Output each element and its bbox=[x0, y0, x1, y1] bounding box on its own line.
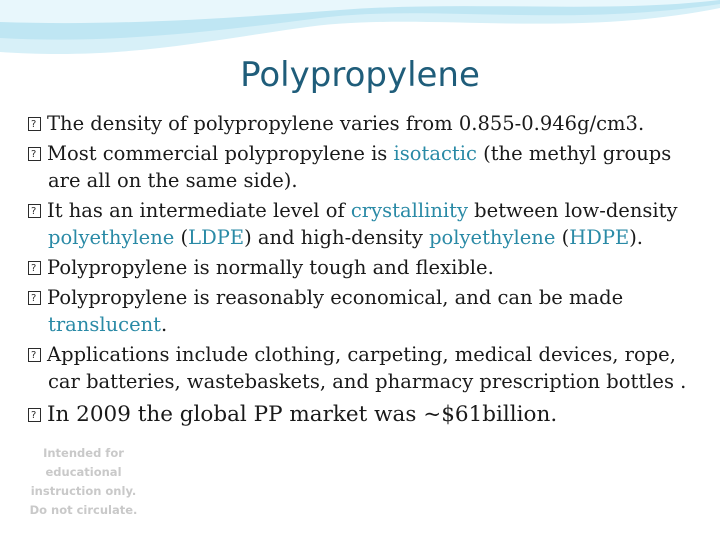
hyperlink-term[interactable]: HDPE bbox=[569, 226, 630, 249]
missing-glyph-bullet-icon bbox=[28, 291, 41, 305]
bullet-text: It has an intermediate level of bbox=[47, 199, 351, 222]
bullet-text: Polypropylene is reasonably economical, and can be made bbox=[47, 286, 624, 309]
hyperlink-term[interactable]: LDPE bbox=[188, 226, 245, 249]
missing-glyph-bullet-icon bbox=[28, 261, 41, 275]
bullet-text: (the methyl groups are all on the same side). bbox=[48, 142, 672, 192]
bullet-text: Most commercial polypropylene is bbox=[47, 142, 394, 165]
bullet-text: . bbox=[161, 313, 168, 336]
missing-glyph-bullet-icon bbox=[28, 348, 41, 362]
bullet-text: The density of polypropylene varies from 0.855-0.946g/cm3. bbox=[47, 112, 645, 135]
bullet-item bbox=[28, 197, 688, 251]
slide-title: Polypropylene bbox=[240, 55, 480, 95]
watermark-text: Intended for educational instruction only. Do not circulate. bbox=[29, 446, 138, 517]
hyperlink-term[interactable]: polyethylene bbox=[48, 226, 175, 249]
bullet-item bbox=[28, 341, 688, 395]
hyperlink-term[interactable]: polyethylene bbox=[429, 226, 556, 249]
bullet-text: In 2009 the global PP market was ~$61billion. bbox=[47, 402, 558, 427]
bullet-text: between low-density bbox=[467, 199, 678, 222]
bullet-text: ( bbox=[555, 226, 570, 249]
bullet-item bbox=[28, 110, 688, 137]
hyperlink-term[interactable]: crystallinity bbox=[350, 199, 468, 222]
bullet-text: Applications include clothing, carpeting, medical devices, rope, car batteries, wastebaskets, and pharmacy prescription bottles . bbox=[47, 343, 687, 393]
missing-glyph-bullet-icon bbox=[28, 117, 41, 131]
bullet-text: ) and high-density bbox=[244, 226, 430, 249]
bullet-text: ( bbox=[174, 226, 189, 249]
bullet-item bbox=[28, 254, 688, 281]
bullet-list bbox=[28, 110, 688, 431]
bullet-item bbox=[28, 140, 688, 194]
bullet-text: Polypropylene is normally tough and flexible. bbox=[47, 256, 494, 279]
bullet-text: ). bbox=[629, 226, 643, 249]
hyperlink-term[interactable]: isotactic bbox=[393, 142, 477, 165]
bullet-item bbox=[28, 401, 688, 428]
missing-glyph-bullet-icon bbox=[28, 204, 41, 218]
bullet-item bbox=[28, 284, 688, 338]
missing-glyph-bullet-icon bbox=[28, 147, 41, 161]
hyperlink-term[interactable]: translucent bbox=[48, 313, 162, 336]
missing-glyph-bullet-icon bbox=[28, 408, 41, 422]
